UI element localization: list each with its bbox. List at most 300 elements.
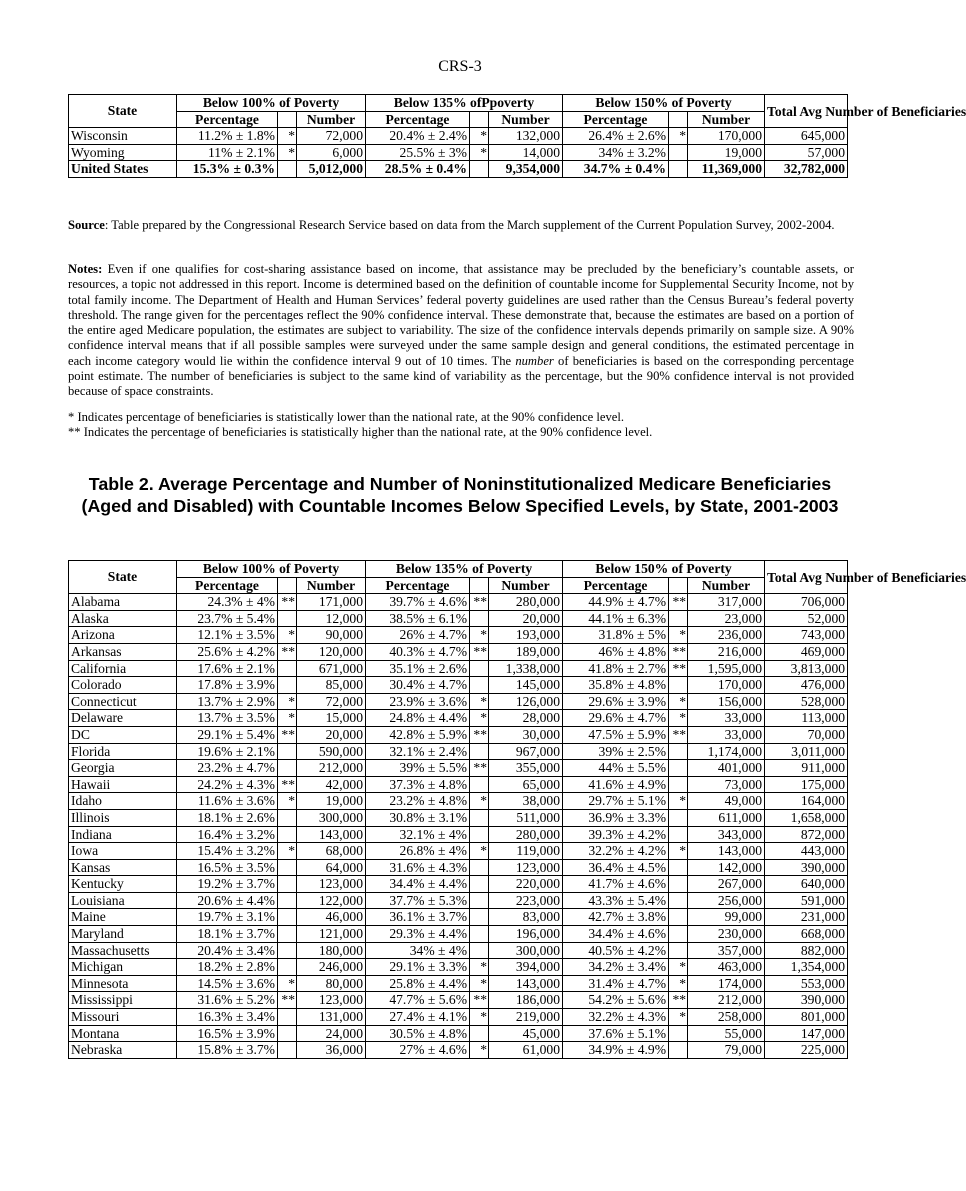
num-135-cell: 123,000: [489, 859, 563, 876]
sig-100-cell: **: [278, 776, 297, 793]
sig-100-cell: [278, 1042, 297, 1059]
table-row: [69, 892, 848, 909]
sig-100-cell: [278, 677, 297, 694]
num-100-cell: 180,000: [297, 942, 366, 959]
state-cell: Georgia: [69, 760, 177, 777]
num-100-cell: 5,012,000: [297, 161, 366, 178]
total-cell: 443,000: [765, 843, 848, 860]
sig-150-cell: [669, 677, 688, 694]
pct-100-cell: 13.7% ± 3.5%: [177, 710, 278, 727]
state-cell: California: [69, 660, 177, 677]
table-row: [69, 161, 848, 178]
sig-header-100: [278, 577, 297, 594]
pct-100-cell: 15.8% ± 3.7%: [177, 1042, 278, 1059]
pct-150-cell: 41.6% ± 4.9%: [563, 776, 669, 793]
sig-135-cell: *: [470, 959, 489, 976]
num-150-cell: 55,000: [688, 1025, 765, 1042]
notes-italic-word: number: [515, 353, 554, 368]
num-135-cell: 65,000: [489, 776, 563, 793]
num-135-cell: 61,000: [489, 1042, 563, 1059]
sig-100-cell: [278, 876, 297, 893]
pct-150-cell: 34.7% ± 0.4%: [563, 161, 669, 178]
num-135-cell: 355,000: [489, 760, 563, 777]
table-row: [69, 909, 848, 926]
num-150-cell: 401,000: [688, 760, 765, 777]
pct-150-cell: 39% ± 2.5%: [563, 743, 669, 760]
state-cell: Missouri: [69, 1009, 177, 1026]
total-cell: 32,782,000: [765, 161, 848, 178]
total-cell: 3,813,000: [765, 660, 848, 677]
sig-150-cell: [669, 610, 688, 627]
num-135-cell: 220,000: [489, 876, 563, 893]
sig-100-cell: [278, 1025, 297, 1042]
num-100-cell: 64,000: [297, 859, 366, 876]
pct-135-cell: 38.5% ± 6.1%: [366, 610, 470, 627]
total-cell: 57,000: [765, 144, 848, 161]
pct-150-cell: 47.5% ± 5.9%: [563, 726, 669, 743]
total-cell: 872,000: [765, 826, 848, 843]
table-row: [69, 809, 848, 826]
num-100-cell: 42,000: [297, 776, 366, 793]
num-150-cell: 236,000: [688, 627, 765, 644]
num-150-cell: 317,000: [688, 594, 765, 611]
sig-150-cell: *: [669, 128, 688, 145]
total-cell: 801,000: [765, 1009, 848, 1026]
pct-150-cell: 43.3% ± 5.4%: [563, 892, 669, 909]
pct-135-cell: 36.1% ± 3.7%: [366, 909, 470, 926]
total-cell: 911,000: [765, 760, 848, 777]
num-135-cell: 1,338,000: [489, 660, 563, 677]
pct-header-135: Percentage: [366, 577, 470, 594]
total-cell: 1,354,000: [765, 959, 848, 976]
pct-100-cell: 29.1% ± 5.4%: [177, 726, 278, 743]
num-100-cell: 143,000: [297, 826, 366, 843]
sig-135-cell: *: [470, 843, 489, 860]
num-header-135: Number: [489, 111, 563, 128]
notes-label: Notes:: [68, 262, 103, 276]
num-150-cell: 463,000: [688, 959, 765, 976]
pct-135-cell: 42.8% ± 5.9%: [366, 726, 470, 743]
table-row: [69, 992, 848, 1009]
sig-100-cell: [278, 926, 297, 943]
total-column-header: Total Avg Number of Beneficiaries: [765, 561, 848, 594]
table-row: [69, 843, 848, 860]
total-cell: 591,000: [765, 892, 848, 909]
pct-135-cell: 20.4% ± 2.4%: [366, 128, 470, 145]
total-cell: 743,000: [765, 627, 848, 644]
state-cell: Hawaii: [69, 776, 177, 793]
table-row: [69, 710, 848, 727]
total-cell: 3,011,000: [765, 743, 848, 760]
sig-135-cell: *: [470, 144, 489, 161]
table-row: [69, 660, 848, 677]
pct-150-cell: 36.9% ± 3.3%: [563, 809, 669, 826]
pct-100-cell: 15.4% ± 3.2%: [177, 843, 278, 860]
group-header-100: Below 100% of Poverty: [177, 561, 366, 578]
num-header-135: Number: [489, 577, 563, 594]
pct-header-150: Percentage: [563, 111, 669, 128]
total-cell: 476,000: [765, 677, 848, 694]
total-cell: 113,000: [765, 710, 848, 727]
pct-100-cell: 19.6% ± 2.1%: [177, 743, 278, 760]
num-135-cell: 300,000: [489, 942, 563, 959]
state-cell: Iowa: [69, 843, 177, 860]
sig-100-cell: [278, 1009, 297, 1026]
sig-135-cell: **: [470, 594, 489, 611]
total-cell: 390,000: [765, 992, 848, 1009]
table-row: [69, 1025, 848, 1042]
total-cell: 645,000: [765, 128, 848, 145]
state-cell: Idaho: [69, 793, 177, 810]
table-row: [69, 128, 848, 145]
table-row: [69, 627, 848, 644]
num-150-cell: 1,595,000: [688, 660, 765, 677]
state-cell: Mississippi: [69, 992, 177, 1009]
pct-135-cell: 37.3% ± 4.8%: [366, 776, 470, 793]
table-row: [69, 859, 848, 876]
pct-135-cell: 47.7% ± 5.6%: [366, 992, 470, 1009]
sig-header-150: [669, 577, 688, 594]
sig-100-cell: [278, 942, 297, 959]
sig-135-cell: [470, 610, 489, 627]
table-row: [69, 677, 848, 694]
sig-150-cell: *: [669, 693, 688, 710]
notes-text-before: Even if one qualifies for cost-sharing assistance based on income, that assistance may be precluded by the beneficiary’s countable assets, or resources, a topic not addressed in this report. Income is determined based on the definition of countable income for Supplemental Security Income, not by total family income. The Department of Health and Human Services’ federal poverty guidelines are used rather than the Census Bureau’s federal poverty threshold. The range given for the percentages reflect the 90% confidence interval. These demonstrate that, because the estimates are based on a portion of the entire aged Medicare population, the estimates are subject to variability. The size of the confidence intervals depends primarily on sample size. A 90% confidence interval means that if all possible samples were surveyed under the same sample design and general conditions, the estimated percentage in each income category would lie within the confidence interval 9 out of 10 times. The: [68, 262, 854, 368]
num-150-cell: 216,000: [688, 643, 765, 660]
pct-150-cell: 32.2% ± 4.2%: [563, 843, 669, 860]
total-cell: 528,000: [765, 693, 848, 710]
num-150-cell: 258,000: [688, 1009, 765, 1026]
sig-135-cell: [470, 677, 489, 694]
pct-135-cell: 29.1% ± 3.3%: [366, 959, 470, 976]
state-cell: Delaware: [69, 710, 177, 727]
pct-135-cell: 26% ± 4.7%: [366, 627, 470, 644]
sig-150-cell: [669, 926, 688, 943]
num-150-cell: 142,000: [688, 859, 765, 876]
sig-135-cell: [470, 1025, 489, 1042]
source-text: : Table prepared by the Congressional Research Service based on data from the March supplement of the Current Population Survey, 2002-2004.: [104, 218, 835, 232]
num-150-cell: 143,000: [688, 843, 765, 860]
sig-135-cell: [470, 743, 489, 760]
pct-100-cell: 31.6% ± 5.2%: [177, 992, 278, 1009]
pct-100-cell: 20.6% ± 4.4%: [177, 892, 278, 909]
pct-100-cell: 18.2% ± 2.8%: [177, 959, 278, 976]
num-100-cell: 171,000: [297, 594, 366, 611]
num-100-cell: 590,000: [297, 743, 366, 760]
pct-150-cell: 46% ± 4.8%: [563, 643, 669, 660]
state-cell: Maryland: [69, 926, 177, 943]
pct-150-cell: 44.9% ± 4.7%: [563, 594, 669, 611]
pct-100-cell: 15.3% ± 0.3%: [177, 161, 278, 178]
notes-paragraph: [68, 262, 854, 400]
source-note: [68, 218, 854, 233]
num-135-cell: 143,000: [489, 975, 563, 992]
sig-135-cell: [470, 876, 489, 893]
sig-100-cell: [278, 161, 297, 178]
sig-100-cell: *: [278, 710, 297, 727]
state-cell: Colorado: [69, 677, 177, 694]
pct-135-cell: 35.1% ± 2.6%: [366, 660, 470, 677]
footnote-higher: ** Indicates the percentage of beneficiaries is statistically higher than the national rate, at the 90% confidence level.: [68, 425, 653, 440]
table-row: [69, 826, 848, 843]
pct-150-cell: 44.1% ± 6.3%: [563, 610, 669, 627]
pct-150-cell: 54.2% ± 5.6%: [563, 992, 669, 1009]
pct-150-cell: 34% ± 3.2%: [563, 144, 669, 161]
total-cell: 882,000: [765, 942, 848, 959]
pct-135-cell: 27.4% ± 4.1%: [366, 1009, 470, 1026]
sig-100-cell: [278, 859, 297, 876]
sig-150-cell: [669, 892, 688, 909]
sig-135-cell: [470, 161, 489, 178]
pct-135-cell: 23.2% ± 4.8%: [366, 793, 470, 810]
sig-150-cell: [669, 161, 688, 178]
table-row: [69, 693, 848, 710]
num-150-cell: 79,000: [688, 1042, 765, 1059]
sig-100-cell: **: [278, 643, 297, 660]
total-cell: 52,000: [765, 610, 848, 627]
sig-150-cell: **: [669, 643, 688, 660]
sig-135-cell: *: [470, 975, 489, 992]
num-150-cell: 99,000: [688, 909, 765, 926]
total-cell: 640,000: [765, 876, 848, 893]
state-column-header: State: [69, 95, 177, 128]
sig-150-cell: [669, 859, 688, 876]
sig-135-cell: [470, 909, 489, 926]
num-135-cell: 119,000: [489, 843, 563, 860]
page-header: CRS-3: [438, 58, 482, 75]
sig-135-cell: [470, 859, 489, 876]
state-cell: Kentucky: [69, 876, 177, 893]
pct-100-cell: 14.5% ± 3.6%: [177, 975, 278, 992]
pct-135-cell: 37.7% ± 5.3%: [366, 892, 470, 909]
pct-100-cell: 11% ± 2.1%: [177, 144, 278, 161]
sig-135-cell: *: [470, 627, 489, 644]
sig-100-cell: *: [278, 975, 297, 992]
pct-150-cell: 40.5% ± 4.2%: [563, 942, 669, 959]
num-100-cell: 671,000: [297, 660, 366, 677]
group-header-135: Below 135% ofPpoverty: [366, 95, 563, 112]
state-cell: Indiana: [69, 826, 177, 843]
pct-135-cell: 30.8% ± 3.1%: [366, 809, 470, 826]
table-row: [69, 942, 848, 959]
pct-135-cell: 40.3% ± 4.7%: [366, 643, 470, 660]
num-100-cell: 300,000: [297, 809, 366, 826]
pct-135-cell: 25.8% ± 4.4%: [366, 975, 470, 992]
state-cell: DC: [69, 726, 177, 743]
sig-100-cell: *: [278, 843, 297, 860]
pct-150-cell: 26.4% ± 2.6%: [563, 128, 669, 145]
state-cell: Montana: [69, 1025, 177, 1042]
num-150-cell: 267,000: [688, 876, 765, 893]
sig-100-cell: *: [278, 793, 297, 810]
pct-100-cell: 16.5% ± 3.5%: [177, 859, 278, 876]
sig-100-cell: [278, 660, 297, 677]
num-135-cell: 219,000: [489, 1009, 563, 1026]
footnotes: [68, 410, 854, 441]
num-150-cell: 11,369,000: [688, 161, 765, 178]
footnote-lower: * Indicates percentage of beneficiaries is statistically lower than the national rate, at the 90% confidence level.: [68, 410, 624, 424]
sig-135-cell: [470, 826, 489, 843]
pct-150-cell: 32.2% ± 4.3%: [563, 1009, 669, 1026]
group-header-150: Below 150% of Poverty: [563, 95, 765, 112]
sig-150-cell: [669, 1025, 688, 1042]
pct-150-cell: 42.7% ± 3.8%: [563, 909, 669, 926]
num-150-cell: 33,000: [688, 710, 765, 727]
num-100-cell: 85,000: [297, 677, 366, 694]
pct-150-cell: 44% ± 5.5%: [563, 760, 669, 777]
sig-150-cell: *: [669, 710, 688, 727]
num-100-cell: 212,000: [297, 760, 366, 777]
state-cell: Massachusetts: [69, 942, 177, 959]
state-cell: Illinois: [69, 809, 177, 826]
sig-150-cell: [669, 776, 688, 793]
sig-150-cell: **: [669, 726, 688, 743]
sig-100-cell: [278, 743, 297, 760]
num-150-cell: 49,000: [688, 793, 765, 810]
num-135-cell: 28,000: [489, 710, 563, 727]
sig-header-135: [470, 111, 489, 128]
pct-150-cell: 39.3% ± 4.2%: [563, 826, 669, 843]
pct-135-cell: 29.3% ± 4.4%: [366, 926, 470, 943]
sig-150-cell: *: [669, 793, 688, 810]
table-row: [69, 594, 848, 611]
sig-100-cell: *: [278, 144, 297, 161]
sig-150-cell: [669, 760, 688, 777]
pct-135-cell: 26.8% ± 4%: [366, 843, 470, 860]
sig-150-cell: **: [669, 594, 688, 611]
num-135-cell: 20,000: [489, 610, 563, 627]
pct-100-cell: 13.7% ± 2.9%: [177, 693, 278, 710]
num-header-100: Number: [297, 111, 366, 128]
num-135-cell: 196,000: [489, 926, 563, 943]
pct-header-150: Percentage: [563, 577, 669, 594]
num-header-150: Number: [688, 111, 765, 128]
sig-135-cell: [470, 776, 489, 793]
pct-150-cell: 35.8% ± 4.8%: [563, 677, 669, 694]
sig-135-cell: **: [470, 760, 489, 777]
total-cell: 175,000: [765, 776, 848, 793]
num-150-cell: 156,000: [688, 693, 765, 710]
pct-135-cell: 30.4% ± 4.7%: [366, 677, 470, 694]
sig-150-cell: [669, 809, 688, 826]
table-row: [69, 643, 848, 660]
num-100-cell: 24,000: [297, 1025, 366, 1042]
num-150-cell: 611,000: [688, 809, 765, 826]
sig-150-cell: **: [669, 660, 688, 677]
num-100-cell: 246,000: [297, 959, 366, 976]
num-150-cell: 230,000: [688, 926, 765, 943]
pct-135-cell: 27% ± 4.6%: [366, 1042, 470, 1059]
sig-150-cell: *: [669, 627, 688, 644]
table-row: [69, 959, 848, 976]
num-135-cell: 9,354,000: [489, 161, 563, 178]
pct-135-cell: 39.7% ± 4.6%: [366, 594, 470, 611]
table-2: [68, 560, 966, 1059]
total-cell: 1,658,000: [765, 809, 848, 826]
source-label: Source: [68, 218, 105, 232]
pct-135-cell: 23.9% ± 3.6%: [366, 693, 470, 710]
state-cell: Minnesota: [69, 975, 177, 992]
pct-135-cell: 28.5% ± 0.4%: [366, 161, 470, 178]
num-135-cell: 186,000: [489, 992, 563, 1009]
num-135-cell: 189,000: [489, 643, 563, 660]
table-row: [69, 610, 848, 627]
num-100-cell: 131,000: [297, 1009, 366, 1026]
pct-150-cell: 34.2% ± 3.4%: [563, 959, 669, 976]
pct-100-cell: 11.2% ± 1.8%: [177, 128, 278, 145]
table-row: [69, 743, 848, 760]
sig-135-cell: [470, 926, 489, 943]
pct-150-cell: 34.9% ± 4.9%: [563, 1042, 669, 1059]
pct-header-100: Percentage: [177, 577, 278, 594]
notes-text-after: of beneficiaries is based on the corresponding percentage point estimate. The number of beneficiaries is subject to the same kind of variability as the percentage, but the 90% confidence interval is not provided because of space constraints.: [68, 353, 854, 399]
pct-135-cell: 32.1% ± 4%: [366, 826, 470, 843]
pct-135-cell: 34% ± 4%: [366, 942, 470, 959]
sig-header-100: [278, 111, 297, 128]
table-row: [69, 760, 848, 777]
num-150-cell: 343,000: [688, 826, 765, 843]
num-150-cell: 170,000: [688, 677, 765, 694]
num-150-cell: 1,174,000: [688, 743, 765, 760]
num-135-cell: 967,000: [489, 743, 563, 760]
pct-100-cell: 23.2% ± 4.7%: [177, 760, 278, 777]
num-100-cell: 15,000: [297, 710, 366, 727]
sig-135-cell: *: [470, 1042, 489, 1059]
num-135-cell: 193,000: [489, 627, 563, 644]
pct-150-cell: 31.8% ± 5%: [563, 627, 669, 644]
num-135-cell: 511,000: [489, 809, 563, 826]
group-header-150: Below 150% of Poverty: [563, 561, 765, 578]
pct-100-cell: 11.6% ± 3.6%: [177, 793, 278, 810]
sig-100-cell: *: [278, 693, 297, 710]
state-cell: United States: [69, 161, 177, 178]
sig-100-cell: **: [278, 726, 297, 743]
sig-150-cell: [669, 826, 688, 843]
pct-100-cell: 16.5% ± 3.9%: [177, 1025, 278, 1042]
pct-100-cell: 18.1% ± 3.7%: [177, 926, 278, 943]
pct-100-cell: 25.6% ± 4.2%: [177, 643, 278, 660]
num-135-cell: 223,000: [489, 892, 563, 909]
num-135-cell: 14,000: [489, 144, 563, 161]
sig-135-cell: [470, 809, 489, 826]
table-row: [69, 1042, 848, 1059]
state-cell: Nebraska: [69, 1042, 177, 1059]
pct-150-cell: 41.7% ± 4.6%: [563, 876, 669, 893]
sig-135-cell: *: [470, 693, 489, 710]
num-135-cell: 126,000: [489, 693, 563, 710]
sig-header-150: [669, 111, 688, 128]
num-100-cell: 123,000: [297, 992, 366, 1009]
sig-150-cell: *: [669, 1009, 688, 1026]
state-cell: Wisconsin: [69, 128, 177, 145]
num-135-cell: 30,000: [489, 726, 563, 743]
num-header-150: Number: [688, 577, 765, 594]
sig-150-cell: [669, 1042, 688, 1059]
total-cell: 668,000: [765, 926, 848, 943]
num-100-cell: 20,000: [297, 726, 366, 743]
num-135-cell: 38,000: [489, 793, 563, 810]
sig-135-cell: **: [470, 726, 489, 743]
table-row: [69, 926, 848, 943]
total-cell: 231,000: [765, 909, 848, 926]
group-header-135: Below 135% of Poverty: [366, 561, 563, 578]
pct-150-cell: 41.8% ± 2.7%: [563, 660, 669, 677]
sig-150-cell: *: [669, 843, 688, 860]
state-cell: Wyoming: [69, 144, 177, 161]
sig-150-cell: *: [669, 975, 688, 992]
pct-135-cell: 32.1% ± 2.4%: [366, 743, 470, 760]
num-100-cell: 6,000: [297, 144, 366, 161]
